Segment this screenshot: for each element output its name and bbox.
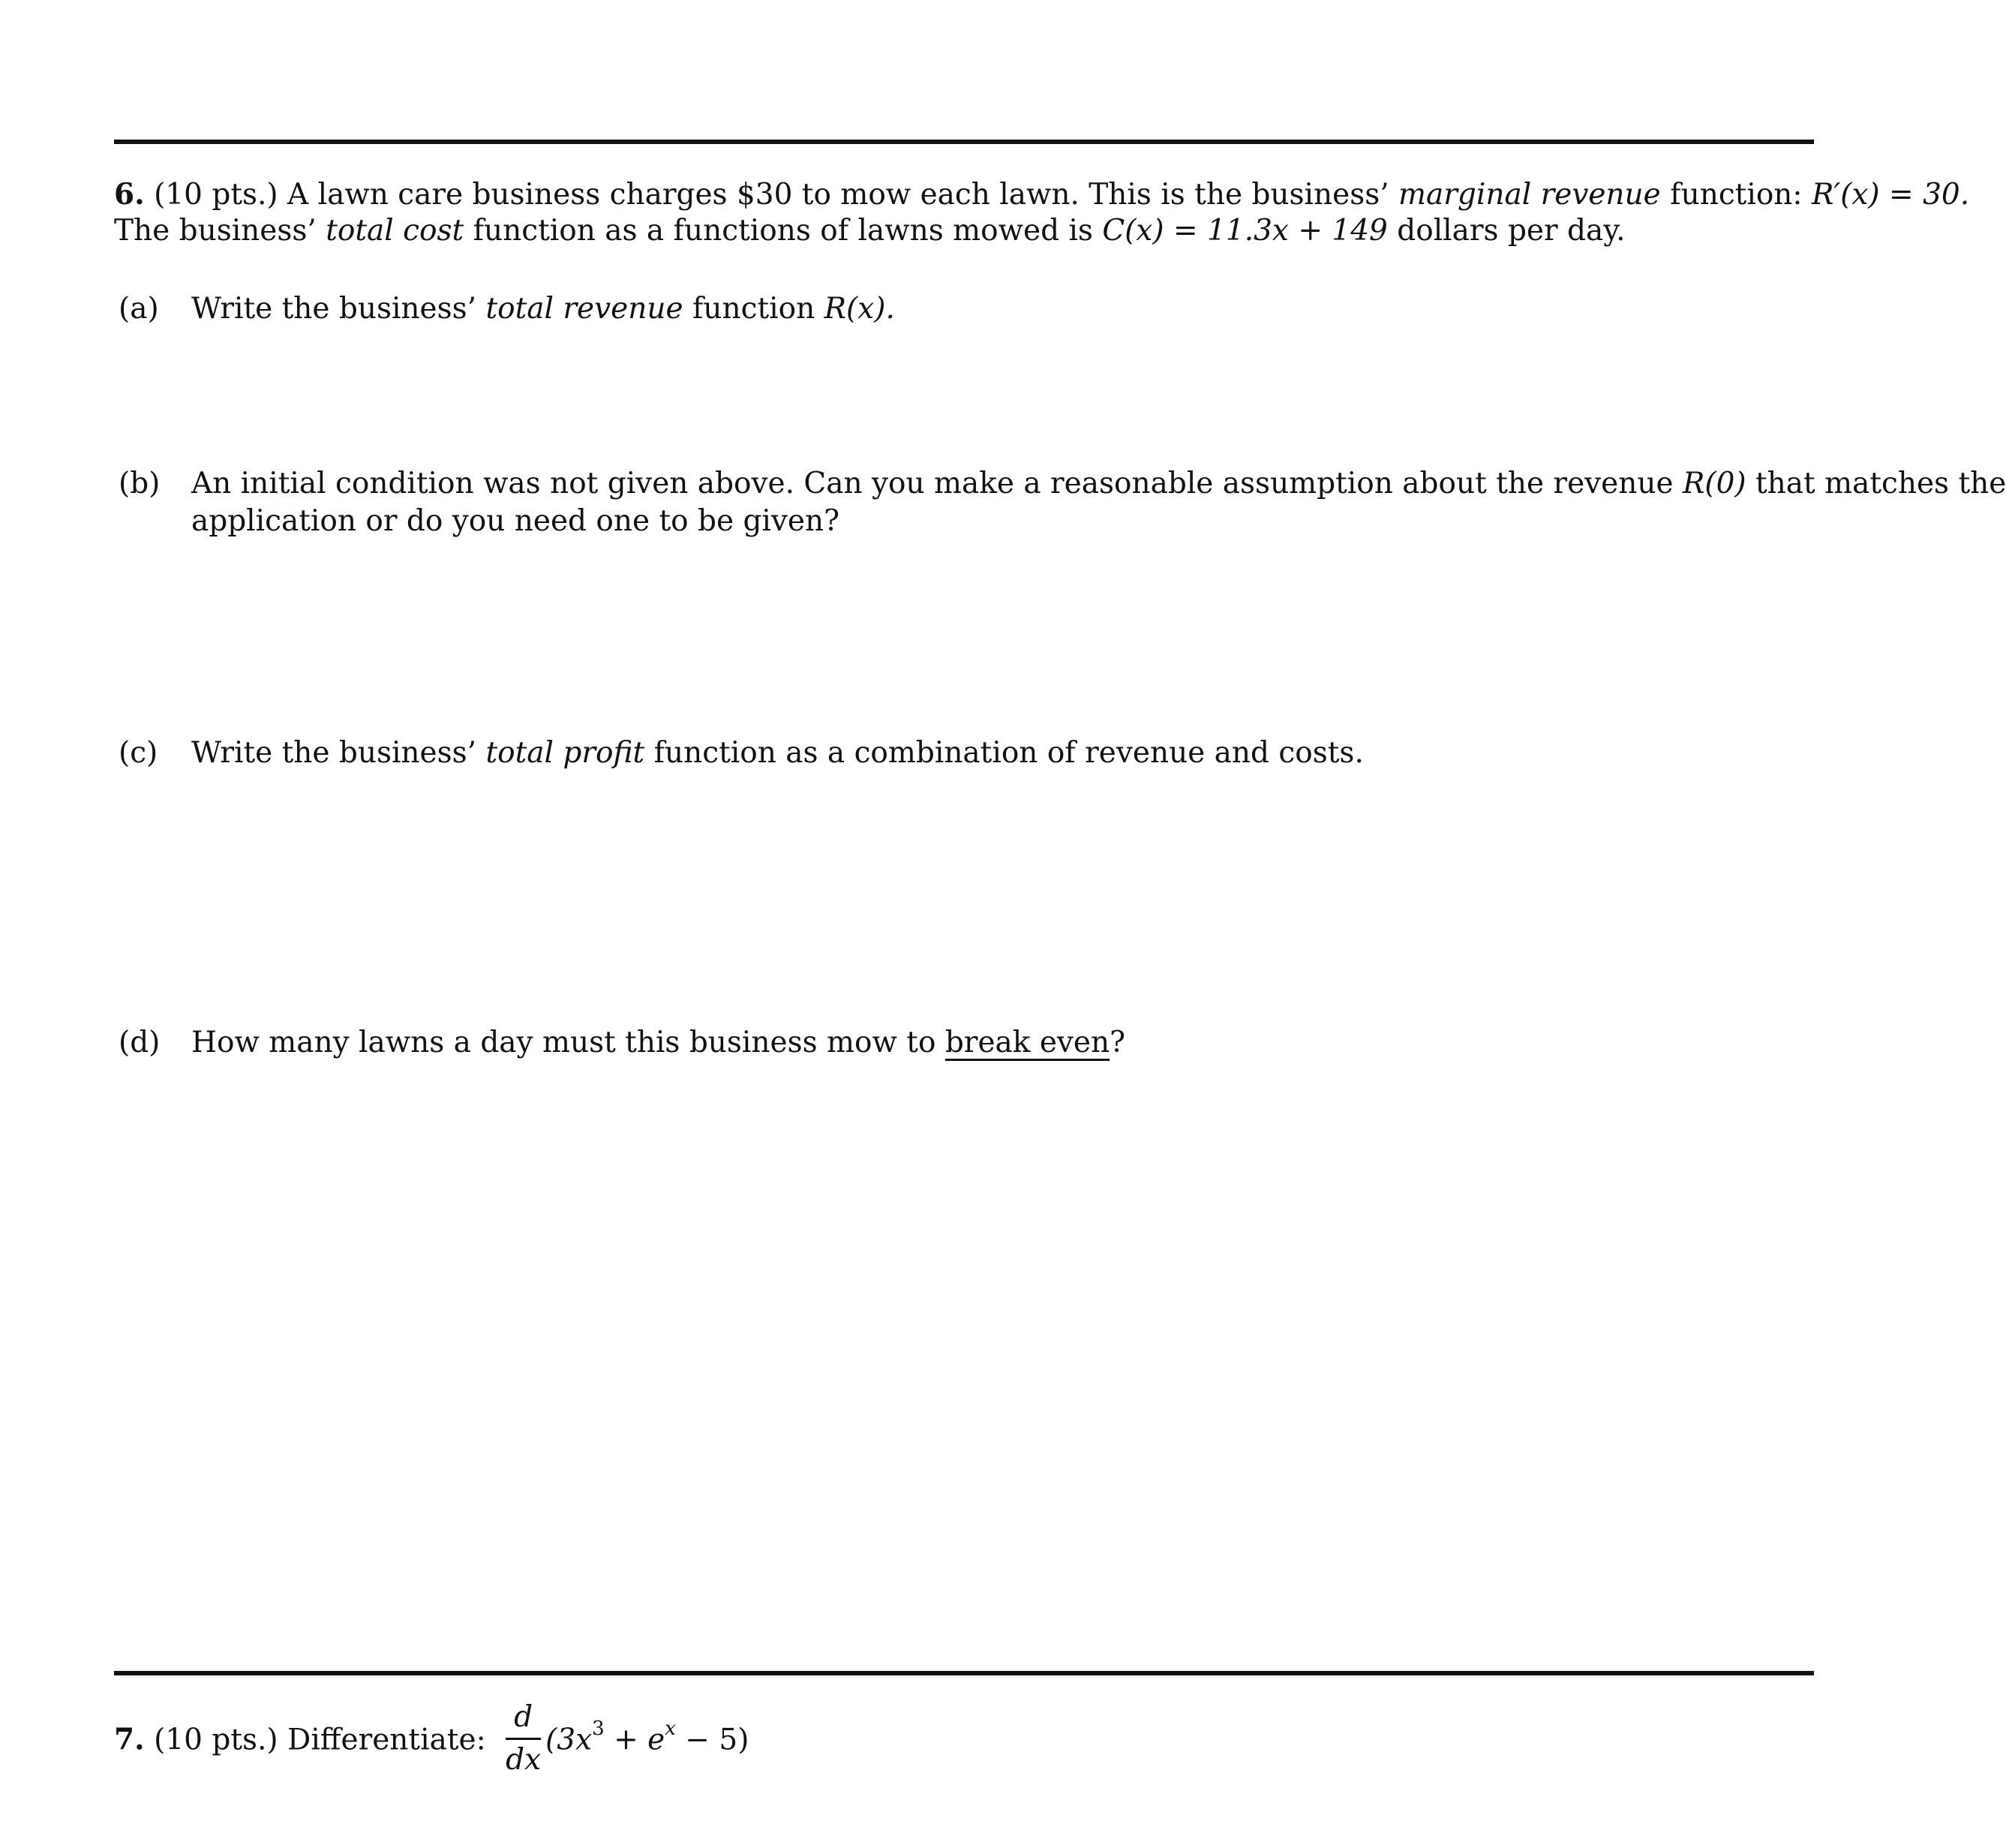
- part-c-label: (c): [119, 736, 158, 770]
- problem-6-number: 6.: [114, 177, 145, 212]
- part-d-label: (d): [119, 1026, 161, 1059]
- expression-exponent-x: x: [665, 1717, 676, 1740]
- term-total-cost: total cost: [326, 214, 464, 248]
- derivative-denominator: dx: [506, 1743, 542, 1777]
- part-a-text-2: function: [692, 292, 815, 326]
- term-total-revenue: total revenue: [485, 292, 683, 326]
- problem-7-text: Differentiate:: [287, 1723, 486, 1757]
- term-total-profit: total profit: [485, 736, 645, 770]
- part-d-text-1: How many lawns a day must this business mow to: [191, 1026, 936, 1059]
- problem-6-line-2: [114, 212, 1626, 250]
- expression-exponent-3: 3: [592, 1717, 605, 1740]
- part-c-text-1: Write the business’: [191, 736, 477, 770]
- problem-6-line2-3: dollars per day.: [1397, 214, 1626, 248]
- term-break-even: break even: [944, 1026, 1110, 1059]
- part-c-text: [191, 735, 1364, 772]
- part-a-label: (a): [119, 292, 159, 326]
- part-a-text-1: Write the business’: [191, 292, 477, 326]
- problem-6-intro-2: function:: [1670, 178, 1803, 212]
- problem-6-intro-1: A lawn care business charges $30 to mow each lawn. This is the business’: [287, 178, 1389, 212]
- problem-6-line2-1: The business’: [114, 214, 317, 248]
- expression-close: − 5): [675, 1723, 749, 1757]
- part-b-label: (b): [119, 467, 161, 500]
- problem-7-points: (10 pts.): [154, 1723, 278, 1757]
- derivative-numerator: d: [506, 1700, 541, 1740]
- problem-6-points: (10 pts.): [154, 178, 278, 212]
- part-c-text-2: function as a combination of revenue and costs.: [653, 736, 1364, 770]
- expression-mid: + e: [604, 1723, 665, 1757]
- part-d-text: [191, 1024, 1125, 1062]
- equation-total-cost: C(x) = 11.3x + 149: [1102, 214, 1388, 248]
- problem-7-number: 7.: [114, 1722, 145, 1757]
- bottom-divider: [114, 1671, 1814, 1675]
- equation-revenue-function: R(x).: [824, 292, 895, 326]
- problem-6-line-1: [114, 176, 1969, 214]
- equation-marginal-revenue: R′(x) = 30.: [1811, 178, 1970, 212]
- term-marginal-revenue: marginal revenue: [1398, 178, 1661, 212]
- part-b-text-line-1: [191, 465, 2006, 503]
- derivative-operator: [506, 1700, 541, 1777]
- part-b-line-1: An initial condition was not given above. Can you make a reasonable assumption about the revenue: [191, 467, 1674, 500]
- top-divider: [114, 140, 1814, 144]
- part-d-text-2: ?: [1110, 1026, 1126, 1059]
- equation-initial-revenue: R(0): [1682, 467, 1746, 500]
- part-b-line-1b: that matches the: [1755, 467, 2006, 500]
- problem-7-line: [114, 1700, 749, 1780]
- part-a-text: [191, 290, 895, 328]
- part-b-text-line-2: application or do you need one to be given?: [191, 504, 840, 538]
- expression-open: (3x: [545, 1723, 593, 1757]
- problem-6-line2-2: function as a functions of lawns mowed is: [473, 214, 1093, 248]
